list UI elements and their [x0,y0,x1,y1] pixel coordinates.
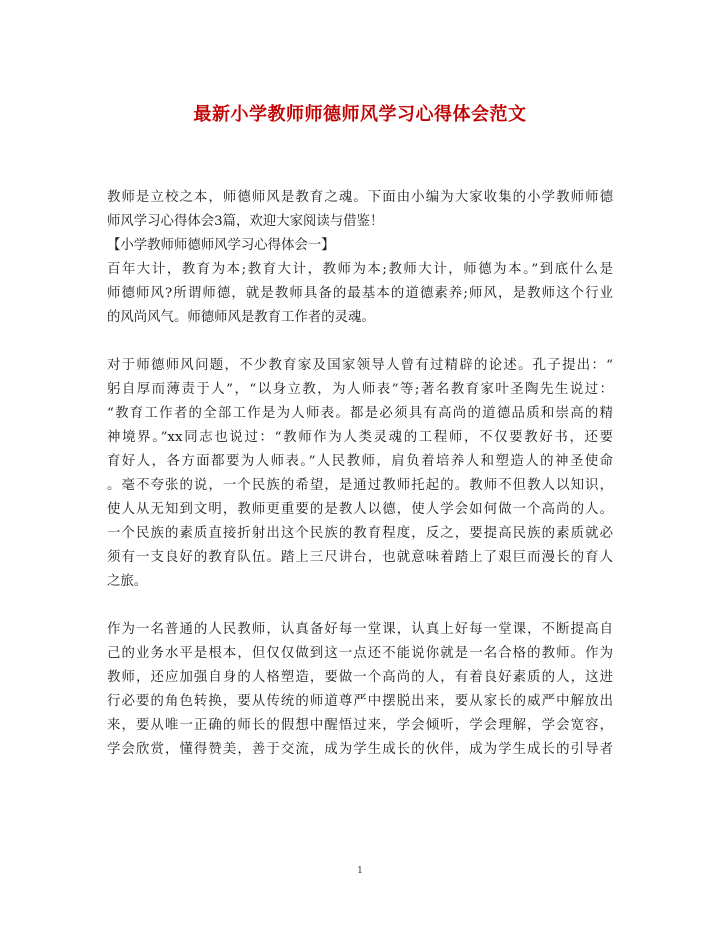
text-line: “教育工作者的全部工作是为人师表。都是必须具有高尚的道德品质和崇高的精 [107,406,613,421]
text-line: 教师，还应加强自身的人格塑造，要做一个高尚的人，有着良好素质的人，这进 [107,670,613,685]
paragraph-gap [107,594,613,618]
text-line: 百年大计，教育为本;教育大计，教师为本;教师大计，师德为本。”到底什么是 [107,262,613,277]
text-line: 神境界。”xx同志也说过：“教师作为人类灵魂的工程师，不仅要教好书，还要 [107,430,613,445]
paragraph-3 [107,618,613,762]
text-line: 。毫不夸张的说，一个民族的希望，是通过教师托起的。教师不但教人以知识， [107,478,613,493]
page-title: 最新小学教师师德师风学习心得体会范文 [193,104,527,125]
text-line: 行必要的角色转换，要从传统的师道尊严中摆脱出来，要从家长的威严中解放出 [107,694,613,709]
text-line: 【小学教师师德师风学习心得体会一】 [107,238,335,253]
text-line: 教师是立校之本，师德师风是教育之魂。下面由小编为大家收集的小学教师师德 [107,190,613,205]
text-line: 己的业务水平是根本，但仅仅做到这一点还不能说你就是一名合格的教师。作为 [107,646,613,661]
section-heading [107,234,613,258]
text-line: 育好人，各方面都要为人师表。”人民教师，肩负着培养人和塑造人的神圣使命 [107,454,613,469]
paragraph-1 [107,258,613,330]
text-line: 来，要从唯一正确的师长的假想中醒悟过来，学会倾听，学会理解，学会宽容， [107,718,613,733]
document-body [107,186,613,762]
text-line: 作为一名普通的人民教师，认真备好每一堂课，认真上好每一堂课，不断提高自 [107,622,613,637]
paragraph-intro [107,186,613,234]
text-line: 一个民族的素质直接折射出这个民族的教育程度，反之，要提高民族的素质就必 [107,526,613,541]
text-line: 师风学习心得体会3篇，欢迎大家阅读与借鉴！ [107,214,384,229]
text-line: 对于师德师风问题，不少教育家及国家领导人曾有过精辟的论述。孔子提出：“ [107,358,613,373]
paragraph-gap [107,330,613,354]
text-line: 之旅。 [107,574,148,589]
text-line: 须有一支良好的教育队伍。踏上三尺讲台，也就意味着踏上了艰巨而漫长的育人 [107,550,613,565]
page-number: 1 [357,866,363,876]
text-line: 躬自厚而薄责于人”，“以身立教，为人师表”等;著名教育家叶圣陶先生说过： [107,382,613,397]
text-line: 学会欣赏，懂得赞美，善于交流，成为学生成长的伙伴，成为学生成长的引导者 [107,742,613,757]
text-line: 的风尚风气。师德师风是教育工作者的灵魂。 [107,310,375,325]
paragraph-2 [107,354,613,594]
text-line: 使人从无知到文明，教师更重要的是教人以德，使人学会如何做一个高尚的人。 [107,502,613,517]
text-line: 师德师风?所谓师德，就是教师具备的最基本的道德素养;师风，是教师这个行业 [107,286,613,301]
